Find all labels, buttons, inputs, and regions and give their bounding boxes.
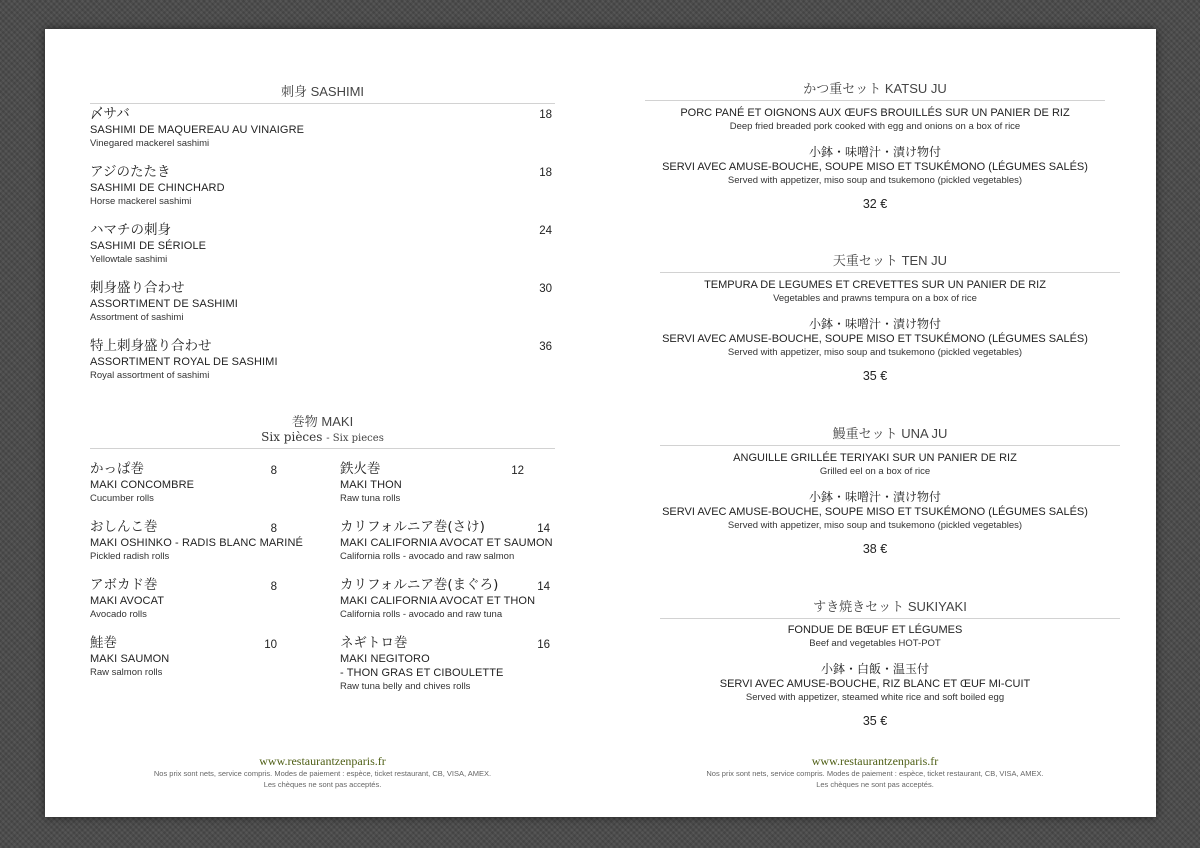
cheque-note: Les chèques ne sont pas acceptés.: [816, 780, 934, 789]
item-name-fr: MAKI THON: [340, 479, 402, 491]
set-sides-fr: SERVI AVEC AMUSE-BOUCHE, SOUPE MISO ET TSUKÉMONO (LÉGUMES SALÉS): [662, 506, 1088, 518]
menu-item: [340, 577, 535, 622]
subtitle-fr: Six pièces: [261, 430, 323, 444]
menu-item: [90, 222, 206, 267]
set-sides-en: Served with appetizer, miso soup and tsukemono (pickled vegetables): [727, 175, 1023, 186]
item-name-fr: MAKI NEGITORO: [340, 653, 430, 665]
item-name-fr: MAKI CALIFORNIA AVOCAT ET SAUMON: [340, 537, 553, 549]
section-title-jp: 刺身: [280, 85, 307, 100]
item-price: 36: [539, 341, 552, 353]
set-price: 38 €: [862, 542, 888, 556]
item-name-en: Horse mackerel sashimi: [90, 196, 192, 207]
item-name-en: Avocado rolls: [90, 609, 147, 620]
item-name-en: Pickled radish rolls: [90, 551, 170, 562]
item-name-jp: 鉄火巻: [340, 461, 381, 477]
item-name-jp: 〆サバ: [90, 106, 130, 122]
set-dish-fr: FONDUE DE BŒUF ET LÉGUMES: [787, 624, 963, 636]
footer: [90, 754, 555, 790]
set-price: 35 €: [862, 714, 888, 728]
section-title: SUKIYAKI: [907, 599, 967, 614]
item-name-en: Royal assortment of sashimi: [90, 370, 210, 381]
item-name-jp: カリフォルニア巻(まぐろ): [340, 577, 499, 593]
section-title: SASHIMI: [310, 84, 365, 99]
item-name-fr: MAKI CONCOMBRE: [90, 479, 195, 491]
section-title: MAKI: [321, 414, 354, 429]
menu-item: [90, 164, 225, 209]
menu-item: [340, 635, 503, 694]
section-header-una-ju: [660, 423, 1120, 446]
item-price: 14: [537, 523, 550, 535]
set-sides-fr: SERVI AVEC AMUSE-BOUCHE, RIZ BLANC ET ŒUF MI-CUIT: [719, 678, 1031, 690]
item-name-jp: 刺身盛り合わせ: [90, 280, 185, 296]
section-title: UNA JU: [901, 426, 948, 441]
section-title-jp: 巻物: [291, 415, 318, 430]
item-name-fr: SASHIMI DE SÉRIOLE: [90, 240, 207, 252]
menu-item: [90, 338, 278, 383]
item-name-jp: 特上刺身盛り合わせ: [90, 338, 212, 354]
menu-item: [340, 461, 402, 506]
section-title: KATSU JU: [884, 81, 947, 96]
section-header-ten-ju: [660, 250, 1120, 273]
item-name-en: California rolls - avocado and raw salmon: [340, 551, 515, 562]
set-dish-en: Beef and vegetables HOT-POT: [809, 638, 941, 649]
set-sides-jp: 小鉢・味噌汁・漬け物付: [808, 145, 941, 159]
item-name-fr: MAKI SAUMON: [90, 653, 170, 665]
set-sides-jp: 小鉢・味噌汁・漬け物付: [808, 490, 941, 504]
menu-item: [90, 106, 304, 151]
item-name-en: Assortment of sashimi: [90, 312, 184, 323]
section-title-jp: 天重セット: [832, 254, 898, 269]
menu-item: [90, 280, 238, 325]
item-name-fr-line2: - THON GRAS ET CIBOULETTE: [340, 667, 504, 679]
item-name-jp: アジのたたき: [90, 164, 171, 180]
set-sides-fr: SERVI AVEC AMUSE-BOUCHE, SOUPE MISO ET TSUKÉMONO (LÉGUMES SALÉS): [662, 333, 1088, 345]
section-header-maki: [90, 411, 555, 430]
item-price: 16: [537, 639, 550, 651]
item-name-en: Yellowtale sashimi: [90, 254, 168, 265]
item-name-fr: MAKI AVOCAT: [90, 595, 165, 607]
set-sides-en: Served with appetizer, miso soup and tsukemono (pickled vegetables): [727, 347, 1023, 358]
subtitle-en: - Six pieces: [326, 433, 384, 444]
payment-note: Nos prix sont nets, service compris. Modes de paiement : espèce, ticket restaurant, CB, VISA, AMEX.: [153, 769, 492, 778]
menu-item: [90, 577, 164, 622]
website-link[interactable]: www.restaurantzenparis.fr: [811, 754, 939, 768]
section-header-katsu-ju: [645, 78, 1105, 101]
item-name-jp: ハマチの刺身: [90, 222, 171, 238]
set-sides-en: Served with appetizer, steamed white rice and soft boiled egg: [745, 692, 1005, 703]
item-name-fr: MAKI OSHINKO - RADIS BLANC MARINÉ: [90, 537, 303, 549]
section-title-jp: かつ重セット: [803, 82, 882, 97]
set-price: 32 €: [862, 197, 888, 211]
item-name-fr: SASHIMI DE MAQUEREAU AU VINAIGRE: [90, 124, 305, 136]
set-dish-en: Deep fried breaded pork cooked with egg and onions on a box of rice: [729, 121, 1021, 132]
item-name-en: Raw salmon rolls: [90, 667, 163, 678]
item-name-en: Raw tuna belly and chives rolls: [340, 681, 471, 692]
item-price: 8: [270, 465, 277, 477]
set-dish-en: Grilled eel on a box of rice: [819, 466, 931, 477]
set-dish-fr: PORC PANÉ ET OIGNONS AUX ŒUFS BROUILLÉS SUR UN PANIER DE RIZ: [680, 107, 1070, 119]
section-title-jp: すき焼きセット: [813, 600, 905, 615]
item-price: 18: [539, 109, 552, 121]
menu-item: [340, 519, 553, 564]
item-price: 8: [270, 581, 277, 593]
cheque-note: Les chèques ne sont pas acceptés.: [263, 780, 382, 789]
set-description: [645, 278, 1105, 383]
left-page: [45, 29, 601, 817]
set-sides-jp: 小鉢・味噌汁・漬け物付: [808, 317, 941, 331]
menu-sheet: [45, 29, 1156, 817]
website-link[interactable]: www.restaurantzenparis.fr: [259, 754, 386, 768]
item-name-en: Raw tuna rolls: [340, 493, 401, 504]
set-sides-en: Served with appetizer, miso soup and tsukemono (pickled vegetables): [727, 520, 1023, 531]
menu-item: [90, 635, 169, 680]
set-sides-jp: 小鉢・白飯・温玉付: [820, 662, 929, 676]
footer: [645, 754, 1105, 790]
set-price: 35 €: [862, 369, 888, 383]
item-name-fr: MAKI CALIFORNIA AVOCAT ET THON: [340, 595, 536, 607]
item-price: 8: [270, 523, 277, 535]
item-name-jp: アボカド巻: [90, 577, 158, 593]
item-name-jp: おしんこ巻: [90, 519, 158, 535]
set-dish-en: Vegetables and prawns tempura on a box of rice: [773, 293, 977, 304]
menu-item: [90, 461, 194, 506]
set-description: [645, 451, 1105, 556]
item-price: 10: [264, 639, 277, 651]
item-price: 14: [537, 581, 550, 593]
right-page: [601, 29, 1156, 817]
item-price: 24: [539, 225, 552, 237]
item-name-jp: ネギトロ巻: [340, 635, 408, 651]
set-sides-fr: SERVI AVEC AMUSE-BOUCHE, SOUPE MISO ET TSUKÉMONO (LÉGUMES SALÉS): [662, 161, 1088, 173]
set-description: [645, 623, 1105, 728]
item-name-en: Vinegared mackerel sashimi: [90, 138, 210, 149]
item-name-fr: SASHIMI DE CHINCHARD: [90, 182, 225, 194]
item-name-en: Cucumber rolls: [90, 493, 154, 504]
item-name-jp: カリフォルニア巻(さけ): [340, 519, 485, 535]
item-name-fr: ASSORTIMENT ROYAL DE SASHIMI: [90, 356, 278, 368]
section-title-jp: 鰻重セット: [832, 427, 898, 442]
item-price: 12: [511, 465, 524, 477]
section-title: TEN JU: [901, 253, 948, 268]
payment-note: Nos prix sont nets, service compris. Modes de paiement : espèce, ticket restaurant, CB, VISA, AMEX.: [706, 769, 1044, 778]
item-name-jp: かっぱ巻: [90, 461, 144, 477]
set-dish-fr: TEMPURA DE LEGUMES ET CREVETTES SUR UN PANIER DE RIZ: [704, 279, 1046, 291]
item-name-en: California rolls - avocado and raw tuna: [340, 609, 503, 620]
section-subtitle: [90, 430, 555, 449]
section-header-sashimi: [90, 81, 555, 104]
set-dish-fr: ANGUILLE GRILLÉE TERIYAKI SUR UN PANIER DE RIZ: [733, 452, 1017, 464]
item-name-jp: 鮭巻: [90, 635, 117, 651]
item-price: 30: [539, 283, 552, 295]
section-header-sukiyaki: [660, 596, 1120, 619]
item-price: 18: [539, 167, 552, 179]
set-description: [645, 106, 1105, 211]
item-name-fr: ASSORTIMENT DE SASHIMI: [90, 298, 238, 310]
